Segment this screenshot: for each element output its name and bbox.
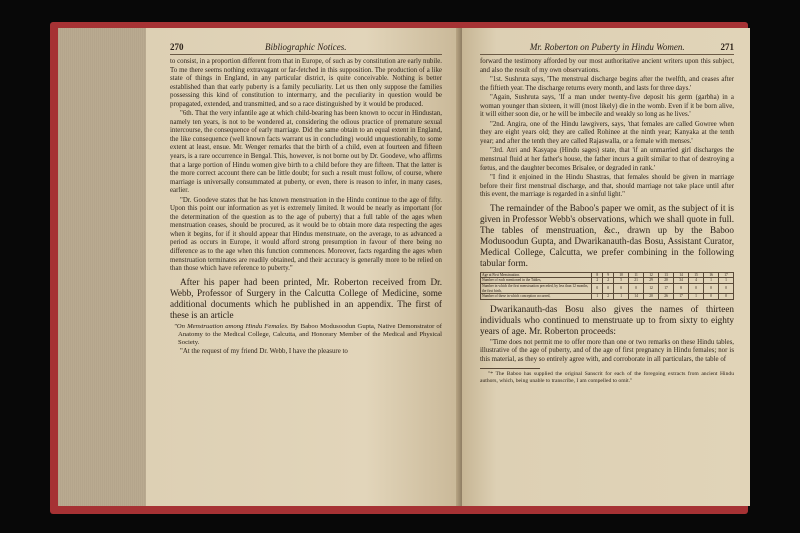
right-page-number: 271 [720, 42, 734, 52]
right-paragraph-6: "I find it enjoined in the Hindu Shastras, that females should be given in marriage before their first menstrual discharge, and that, should marriage not take place until after this event, the marriage is regarded in a sinful light." [480, 174, 734, 199]
table-cell: 5 [614, 278, 629, 284]
left-page [146, 28, 460, 506]
table-cell: 2 [603, 278, 614, 284]
table-cell: 1 [689, 294, 704, 300]
table-cell: 34 [674, 278, 689, 284]
table-age: 9 [603, 272, 614, 278]
left-last-paragraph: "At the request of my friend Dr. Webb, I have the pleasure to [180, 348, 348, 356]
footnote: "* The Baboo has supplied the original Sanscrit for each of the foregoing extracts from ancient Hindu authors, which, being unable to transcribe, I am compelled to omit." [480, 371, 734, 385]
right-page-header [480, 42, 734, 55]
table-cell: 2 [603, 294, 614, 300]
table-cell: 0 [629, 283, 644, 293]
table-cell: 12 [644, 283, 659, 293]
right-closing-paragraph: "Time does not permit me to offer more than one or two remarks on these Hindu tables, illustrative of the age of puberty, and of the age of first pregnancy in Hindu females; nor is this material, as they so entirely agree with, and corroborate in all particulars, the table of [480, 338, 734, 363]
footnote-divider [480, 368, 540, 369]
table-cell: 2 [592, 278, 603, 284]
table-header-label: Age at First Menstruation. [481, 272, 592, 278]
left-page-header [170, 42, 442, 55]
table-row [481, 294, 734, 300]
table-age: 17 [718, 272, 733, 278]
table-cell: 0 [603, 283, 614, 293]
table-age: 13 [659, 272, 674, 278]
right-paragraph-5: "3rd. Atri and Kasyapa (Hindu sages) state, that 'if an unmarried girl discharges the menstrual fluid at her father's house, the father incurs a guilt similar to that of destroying a fœtus, and the daughter becomes Brisalee, or degraded in rank.' [480, 147, 734, 172]
table-cell: 0 [614, 283, 629, 293]
table-cell: 14 [629, 294, 644, 300]
table-age: 12 [644, 272, 659, 278]
left-running-title: Bibliographic Notices. [265, 42, 347, 52]
table-cell: 1 [704, 278, 719, 284]
table-cell: 21 [629, 278, 644, 284]
left-page-number: 270 [170, 42, 184, 52]
table-cell: 1 [614, 294, 629, 300]
table-row-label: Number of each mentioned in the Tables, [481, 278, 592, 284]
table-age: 8 [592, 272, 603, 278]
quote-attribution: By Baboo Modusoodun Gupta, Native Demonstrator of Anatomy to the Medical College, Calcutta, and Honorary Member of the Medical and Physical Society. [178, 322, 442, 347]
table-cell: 20 [644, 294, 659, 300]
left-paragraph-1: to consist, in a proportion different from that in Europe, of such as by constitution are early nubile. To me there seems nothing extravagant or far-fetched in this supposition. The production of a like state of things in England, in any particular district, is quite conceivable. Nothing is better established than that early puberty is a family peculiarity. Let us then only suppose the families possessing this kind of constitution to intermarry, and the peculiarity in question would be propagated, extended, and transmitted, and so a race distinguished by it would be produced. [170, 58, 442, 108]
right-page [462, 28, 750, 506]
table-cell: 8 [674, 283, 689, 293]
table-cell: 0 [592, 283, 603, 293]
table-row-label: Number in which the first menstruation preceded, by less than 12 months, the first birth, [481, 283, 592, 293]
table-age: 15 [689, 272, 704, 278]
table-row [481, 283, 734, 293]
table-age: 10 [614, 272, 629, 278]
table-cell: 0 [704, 294, 719, 300]
right-paragraph-2: "1st. Sushruta says, 'The menstrual discharge begins after the twelfth, and ceases after the fiftieth year. The discharge returns every month, and lasts for three days.' [480, 76, 734, 92]
table-cell: 17 [659, 283, 674, 293]
table-cell: 26 [659, 294, 674, 300]
table-row [481, 278, 734, 284]
left-page-edges [58, 28, 150, 506]
left-lead-paragraph: After his paper had been printed, Mr. Roberton received from Dr. Webb, Professor of Surgery in the Calcutta College of Medicine, some additional documents which he published in an appendix. The first of these is an article [170, 276, 443, 320]
right-paragraph-4: "2nd. Angira, one of the Hindu lawgivers, says, 'that females are called Gowree when they are eight years old; they are called Rohinee at the ninth year; Kanyaka at the tenth year; and after the tenth they are called Rajaswalla, or a female with menses.' [480, 120, 734, 145]
table-age: 11 [629, 272, 644, 278]
right-paragraph-3: "Again, Sushruta says, 'If a man under twenty-five deposit his germ (garbha) in a woman younger than sixteen, it will (most likely) die in the womb. Even if it be born alive, it will either soon die, or he will be imbecile and weakly so long as he lives.' [480, 94, 734, 119]
table-cell: 1 [592, 294, 603, 300]
right-lead-paragraph: The remainder of the Baboo's paper we omit, as the subject of it is given in Professor Webb's observations, which we shall quote in full. The tables of menstruation, &c., drawn up by the Baboo Modusoodun Gupta, and Dwarikanauth-das Bosu, Assistant Curator, Medical College, Calcutta, we prefer combining in the following tabular form. [480, 202, 734, 268]
quote-title: "On Menstruation among Hindu Females. [174, 322, 289, 330]
table-age: 16 [704, 272, 719, 278]
left-quote [170, 323, 442, 348]
table-cell: 29 [644, 278, 659, 284]
table-cell: 0 [689, 283, 704, 293]
table-cell: 0 [718, 283, 733, 293]
table-cell: 0 [718, 294, 733, 300]
right-running-title: Mr. Roberton on Puberty in Hindu Women. [529, 42, 685, 52]
table-cell: 1 [718, 278, 733, 284]
table-header-row [481, 272, 734, 278]
table-row-label: Number of these in which conception occurred, [481, 294, 592, 300]
left-paragraph-2: "6th. That the very infantile age at which child-bearing has been known to occur in Hindustan, namely ten years, is not to be wondered at, considering the odious practice of premature sexual intercourse, the consequence of early marriage. Did the same obtain to an equal extent in England, the like consequence (well known facts warrant us in concluding) would unquestionably, to some extent at least, ensue. Mr. Wenger remarks that the birth of a child, even at fourteen and fifteen years, is a rare occurrence in Bengal. This, however, is not borne out by Dr. Goodeve, who affirms that a large portion of Hindu women give birth to a child before they are fifteen. That the latter is the more correct account there can be little doubt; for such a result must follow, of course, where marriage is universally consummated at puberty, or even, there is reason to infer, in many cases, earlier. [170, 110, 442, 195]
menstruation-table [480, 272, 734, 300]
left-paragraph-3: "Dr. Goodeve states that he has known menstruation in the Hindu continue to the age of fifty. Upon this point our information as yet is extremely limited. It would be nearly as important (for the determination of the question as to the age of puberty) that a full table of the ages when menstruation ceases, should be procured, as it would be to obtain more data respecting the ages when it begins, for if it should appear that Hindus menstruate, on the average, to as advanced a period as occurs in Europe, it would afford strong presumption in favour of there being no difference as to the age when this function commences. Moreover, facts regarding the ages when menstruation terminates are readily obtained, and their accuracy is generally more to be relied on than those which have reference to puberty." [170, 196, 442, 273]
table-cell: 20 [659, 278, 674, 284]
open-book [50, 22, 748, 514]
table-cell: 0 [704, 283, 719, 293]
right-paragraph-1: forward the testimony afforded by our most authoritative ancient writers upon this subject, and also the result of my own observations. [480, 58, 734, 74]
table-cell: 17 [674, 294, 689, 300]
table-cell: 4 [689, 278, 704, 284]
table-age: 14 [674, 272, 689, 278]
right-after-table: Dwarikanauth-das Bosu also gives the names of thirteen individuals who continued to menstruate up to from sixty to eighty years of age. Mr. Roberton proceeds: [480, 303, 734, 336]
